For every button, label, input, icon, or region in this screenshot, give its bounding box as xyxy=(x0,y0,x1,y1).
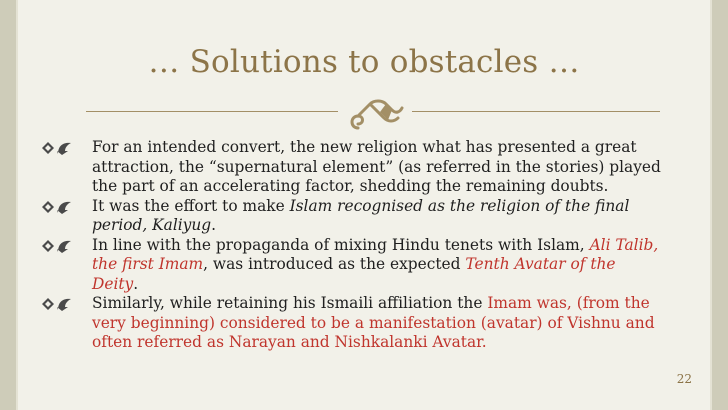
bullet-item xyxy=(40,236,666,295)
highlight-text: Imam was, (from the very beginning) considered to be a manifestation (avatar) of Vishnu and often referred as Narayan and Nishkalanki Avatar. xyxy=(92,294,655,351)
bullet-item xyxy=(40,197,666,236)
bullet-text: , was introduced as the expected xyxy=(203,255,466,273)
bullet-text: For an intended convert, the new religion what has presented a great attraction, the “supernatural element” (as referred in the stories) played the part of an accelerating factor, shedding the remaining doubts. xyxy=(92,138,661,195)
fleuron-bullet-icon xyxy=(40,199,80,215)
highlight-text: Ali Talib, the first Imam xyxy=(92,235,659,273)
bullet-text: . xyxy=(133,274,139,293)
title-rule-left xyxy=(86,111,338,112)
bullet-text: . xyxy=(211,216,217,234)
fleuron-bullet-icon xyxy=(40,238,80,254)
title-rule-right xyxy=(412,111,660,112)
bullet-list xyxy=(40,138,666,353)
bullet-item xyxy=(40,294,666,353)
bullet-item xyxy=(40,138,666,197)
fleuron-bullet-icon xyxy=(40,296,80,312)
slide-title: … Solutions to obstacles … xyxy=(148,44,580,80)
highlight-text: Tenth Avatar of the Deity xyxy=(92,255,616,293)
fleuron-bullet-icon xyxy=(40,140,80,156)
bullet-text: In line with the propaganda of mixing Hindu tenets with Islam, xyxy=(92,235,590,254)
bullet-text: Similarly, while retaining his Ismaili affiliation the xyxy=(92,294,488,312)
ornament-scroll-icon xyxy=(346,96,406,136)
bullet-text: It was the effort to make xyxy=(92,196,290,215)
bullet-italic-text: Islam recognised as the religion of the final period, Kaliyug xyxy=(92,196,630,234)
page-number: 22 xyxy=(676,372,692,386)
